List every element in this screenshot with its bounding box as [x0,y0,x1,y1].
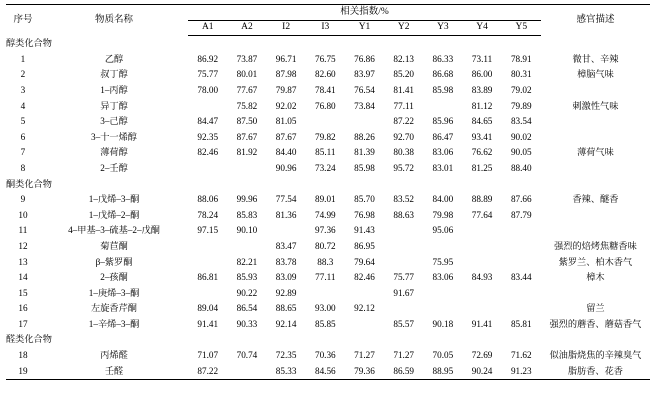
cell-sensory-desc: 强烈的焙烤焦糖香味 [554,240,637,251]
cell-value: 81.36 [275,209,297,220]
cell-index: 9 [20,194,26,205]
cell-value: 88.89 [471,194,493,205]
cell-value: 82.13 [393,53,415,64]
cell-value: 88.06 [197,194,219,205]
table-row [6,130,650,146]
cell-value: 91.67 [393,287,415,298]
header-group-correlation: 相关指数/% [188,5,541,21]
cell-value [306,286,345,302]
cell-index: 14 [18,272,28,283]
cell-value: 88.40 [510,162,532,173]
cell-value: 84.47 [197,116,219,127]
cell-value: 90.24 [462,363,501,379]
header-col-i2: I2 [267,21,306,36]
cell-compound-name: 1–丙醇 [100,84,128,95]
table-row [6,348,650,364]
cell-value [384,239,423,255]
cell-sensory-desc: 微甘、辛辣 [572,53,619,64]
cell-value: 83.89 [471,84,493,95]
cell-sensory-desc [541,208,650,224]
cell-value: 91.43 [354,225,375,236]
cell-sensory-desc [541,83,650,99]
cell-value: 95.72 [393,162,415,173]
cell-value: 71.62 [510,350,532,361]
table-header [6,5,650,36]
cell-value: 79.02 [510,84,532,95]
cell-value: 71.07 [197,350,219,361]
cell-index: 19 [6,363,40,379]
cell-value: 85.98 [354,162,375,173]
cell-value: 71.27 [354,350,375,361]
cell-index: 8 [20,162,26,173]
cell-sensory-desc [541,286,650,302]
cell-value: 81.05 [275,116,297,127]
cell-value: 76.86 [354,53,375,64]
cell-value: 75.77 [393,272,415,283]
cell-value: 96.71 [275,53,297,64]
table-row [6,98,650,114]
cell-value: 89.04 [197,303,219,314]
cell-value: 70.74 [236,350,258,361]
cell-value [502,223,541,239]
cell-value: 83.01 [432,162,454,173]
cell-index: 7 [20,147,26,158]
cell-value: 92.35 [197,131,219,142]
cell-value: 77.64 [471,209,493,220]
cell-value: 73.11 [471,53,493,64]
cell-value: 92.02 [275,100,297,111]
cell-value: 88.63 [393,209,415,220]
cell-value [345,286,384,302]
cell-value [227,161,266,177]
cell-value: 83.47 [275,240,297,251]
cell-value: 86.54 [236,303,258,314]
cell-value [188,254,227,270]
cell-value: 79.89 [510,100,532,111]
cell-value: 92.89 [275,287,297,298]
cell-value [502,239,541,255]
cell-value: 97.36 [314,225,336,236]
cell-value: 81.92 [236,147,258,158]
cell-sensory-desc [541,223,650,239]
cell-value: 81.39 [354,147,375,158]
cell-value: 87.50 [236,116,258,127]
cell-value: 77.11 [393,100,414,111]
cell-value: 85.70 [354,194,375,205]
cell-value: 85.85 [314,318,336,329]
cell-value: 84.56 [306,363,345,379]
cell-value: 76.80 [314,100,336,111]
compound-correlation-table [6,4,650,380]
cell-sensory-desc: 似油脂烧焦的辛辣臭气 [549,350,642,361]
cell-index: 4 [20,100,26,111]
cell-value: 83.52 [393,194,415,205]
cell-value: 90.33 [236,318,258,329]
cell-compound-name: 2–壬醇 [100,162,128,173]
cell-value [423,239,462,255]
cell-value: 80.31 [510,69,532,80]
cell-value: 88.65 [275,303,297,314]
cell-value [502,286,541,302]
table-row [6,192,650,208]
cell-value: 85.96 [432,116,454,127]
cell-sensory-desc [541,114,650,130]
cell-value: 90.96 [275,162,297,173]
cell-sensory-desc [541,130,650,146]
cell-sensory-desc: 刺激性气味 [572,100,619,111]
cell-value: 92.12 [354,303,375,314]
cell-value: 95.06 [432,225,454,236]
cell-value: 88.26 [354,131,375,142]
cell-index: 12 [18,240,28,251]
table-row [6,239,650,255]
cell-value [462,223,501,239]
cell-compound-name: 壬醛 [40,363,188,379]
cell-sensory-desc: 樟木 [586,272,605,283]
table-row [6,83,650,99]
section-title: 醇类化合物 [6,38,52,49]
cell-value: 72.35 [275,350,297,361]
table-row [6,363,650,379]
header-col-y2: Y2 [384,21,423,36]
cell-value: 86.92 [197,53,219,64]
table-row [6,114,650,130]
cell-compound-name: 异丁醇 [100,100,128,111]
cell-value: 82.21 [236,256,258,267]
header-col-a1: A1 [188,21,227,36]
table-row [6,52,650,68]
cell-index: 2 [20,69,26,80]
cell-value: 77.67 [236,84,258,95]
table-row [6,317,650,333]
cell-index: 13 [18,256,28,267]
cell-value: 83.06 [432,147,454,158]
cell-value: 83.78 [275,256,297,267]
cell-sensory-desc: 樟脑气味 [577,69,614,80]
cell-value: 97.15 [197,225,219,236]
cell-compound-name: β–紫罗酮 [95,256,133,267]
header-col-y5: Y5 [502,21,541,36]
cell-value: 76.62 [471,147,493,158]
cell-index: 18 [18,350,28,361]
cell-value: 93.00 [314,303,336,314]
cell-value: 81.41 [393,84,415,95]
section-header-row [6,36,650,52]
cell-value: 71.27 [393,350,415,361]
cell-value: 77.54 [275,194,297,205]
cell-index: 6 [20,131,26,142]
cell-value: 86.81 [197,272,219,283]
cell-value: 84.00 [432,194,454,205]
cell-value: 78.91 [510,53,532,64]
cell-value [502,301,541,317]
cell-value: 84.65 [471,116,493,127]
cell-index: 5 [20,116,26,127]
cell-value: 81.12 [471,100,493,111]
cell-value: 80.72 [314,240,336,251]
cell-value: 78.41 [314,84,336,95]
cell-value: 70.05 [432,350,454,361]
table-row [6,286,650,302]
cell-sensory-desc: 留兰 [586,303,605,314]
cell-sensory-desc: 脂肪香、花香 [541,363,650,379]
cell-value [423,98,462,114]
cell-value [384,223,423,239]
cell-value: 86.00 [471,69,493,80]
cell-value: 76.98 [354,209,375,220]
cell-value: 87.67 [236,131,258,142]
cell-compound-name: 丙烯醛 [100,350,128,361]
table-row [6,301,650,317]
cell-value: 82.46 [354,272,375,283]
cell-sensory-desc: 紫罗兰、柏木香气 [558,256,633,267]
cell-value: 73.24 [314,162,336,173]
cell-sensory-desc: 薄荷气味 [577,147,614,158]
cell-value: 76.75 [314,53,336,64]
cell-value: 79.64 [354,256,375,267]
cell-value: 83.97 [354,69,375,80]
cell-compound-name: 1–戊烯–3–酮 [88,194,140,205]
cell-value: 83.06 [432,272,454,283]
cell-value: 85.57 [393,318,415,329]
cell-value [462,286,501,302]
cell-compound-name: 1–戊烯–2–酮 [88,209,140,220]
cell-value: 88.3 [317,256,334,267]
table-row [6,270,650,286]
cell-compound-name: 1–辛烯–3–酮 [88,318,140,329]
cell-compound-name: 薄荷醇 [100,147,128,158]
header-col-y1: Y1 [345,21,384,36]
cell-value: 79.98 [432,209,454,220]
cell-value: 79.36 [345,363,384,379]
cell-value: 82.46 [197,147,219,158]
cell-value [188,161,227,177]
cell-index: 11 [18,225,28,236]
cell-value [384,301,423,317]
cell-index: 3 [20,84,26,95]
cell-compound-name: 乙醇 [104,53,124,64]
header-col-a2: A2 [227,21,266,36]
cell-value: 86.95 [354,240,375,251]
header-row-top [6,5,650,21]
cell-value: 93.41 [471,131,493,142]
cell-value [188,286,227,302]
cell-value: 88.95 [423,363,462,379]
cell-value: 92.70 [393,131,415,142]
cell-compound-name: 2–孩酮 [100,272,128,283]
cell-value: 73.84 [354,100,375,111]
cell-value: 86.59 [384,363,423,379]
section-header-row [6,176,650,192]
cell-value: 92.14 [275,318,297,329]
cell-value: 85.83 [236,209,258,220]
cell-value [188,98,227,114]
cell-value [502,254,541,270]
cell-compound-name: 4–甲基–3–硫基–2–戊酮 [68,225,160,236]
cell-value: 76.54 [354,84,375,95]
cell-value [227,239,266,255]
cell-value: 84.40 [275,147,297,158]
cell-index: 1 [20,53,26,64]
cell-value: 90.05 [510,147,532,158]
cell-value: 90.18 [432,318,454,329]
cell-value [345,317,384,333]
cell-value: 86.47 [432,131,454,142]
cell-value [423,286,462,302]
cell-value [267,223,306,239]
cell-value: 90.02 [510,131,532,142]
table-row [6,67,650,83]
table-row [6,254,650,270]
cell-value [227,363,266,379]
header-col-y4: Y4 [462,21,501,36]
cell-value [462,254,501,270]
cell-value: 85.81 [510,318,532,329]
cell-value: 73.87 [236,53,258,64]
table-row [6,145,650,161]
cell-value [384,254,423,270]
header-col-i3: I3 [306,21,345,36]
header-index: 序号 [6,5,40,36]
cell-value [462,301,501,317]
cell-sensory-desc: 强烈的蘑香、蘑菇香气 [549,318,642,329]
cell-compound-name: 3–十一烯醇 [91,131,137,142]
cell-value [345,114,384,130]
cell-compound-name: 叔丁醇 [100,69,128,80]
cell-value: 80.01 [236,69,258,80]
cell-index: 15 [18,287,28,298]
table-row [6,223,650,239]
cell-value: 87.67 [275,131,297,142]
header-sensory-desc: 感官描述 [541,5,650,36]
cell-value: 91.23 [502,363,541,379]
cell-index: 17 [18,318,28,329]
cell-compound-name: 左旋香芹酮 [91,303,137,314]
cell-value: 75.77 [197,69,219,80]
cell-value: 91.41 [197,318,219,329]
cell-value: 87.98 [275,69,297,80]
header-col-y3: Y3 [423,21,462,36]
section-title: 酮类化合物 [6,178,52,189]
cell-value: 78.00 [197,84,219,95]
table-body [6,36,650,380]
cell-value: 87.79 [510,209,532,220]
cell-value: 87.22 [393,116,415,127]
cell-value [306,114,345,130]
cell-value: 75.95 [432,256,454,267]
cell-value: 70.36 [314,350,336,361]
cell-value: 75.82 [236,100,258,111]
cell-value: 79.87 [275,84,297,95]
cell-value: 85.11 [315,147,336,158]
cell-sensory-desc: 香辣、醚香 [572,194,619,205]
cell-value: 72.69 [471,350,493,361]
cell-value: 86.33 [432,53,454,64]
cell-index: 10 [18,209,28,220]
cell-value: 83.54 [510,116,532,127]
cell-value: 80.38 [393,147,415,158]
table-row [6,161,650,177]
cell-value: 79.82 [314,131,336,142]
cell-value: 81.25 [471,162,493,173]
cell-compound-name: 3–己醇 [100,116,128,127]
section-header-row [6,332,650,348]
cell-value [462,239,501,255]
cell-value: 85.98 [432,84,454,95]
cell-value: 83.09 [275,272,297,283]
header-name: 物质名称 [40,5,188,36]
cell-value: 90.22 [236,287,258,298]
cell-value: 85.20 [393,69,415,80]
cell-value: 77.11 [315,272,336,283]
cell-value: 84.93 [471,272,493,283]
cell-value [423,301,462,317]
cell-value: 87.66 [510,194,532,205]
cell-value: 89.01 [314,194,336,205]
cell-value: 82.60 [314,69,336,80]
table-row [6,208,650,224]
section-title: 醛类化合物 [6,334,52,345]
cell-index: 16 [18,303,28,314]
cell-value: 85.93 [236,272,258,283]
cell-value: 74.99 [314,209,336,220]
cell-value: 85.33 [267,363,306,379]
cell-compound-name: 菊苣酮 [100,240,128,251]
cell-value: 99.96 [236,194,258,205]
cell-value [188,239,227,255]
cell-value: 91.41 [471,318,493,329]
cell-value: 86.68 [432,69,454,80]
cell-value: 78.24 [197,209,219,220]
cell-sensory-desc [541,161,650,177]
cell-value: 83.44 [510,272,532,283]
cell-compound-name: 1–庚烯–3–酮 [88,287,140,298]
cell-value: 87.22 [188,363,227,379]
cell-value: 90.10 [236,225,258,236]
